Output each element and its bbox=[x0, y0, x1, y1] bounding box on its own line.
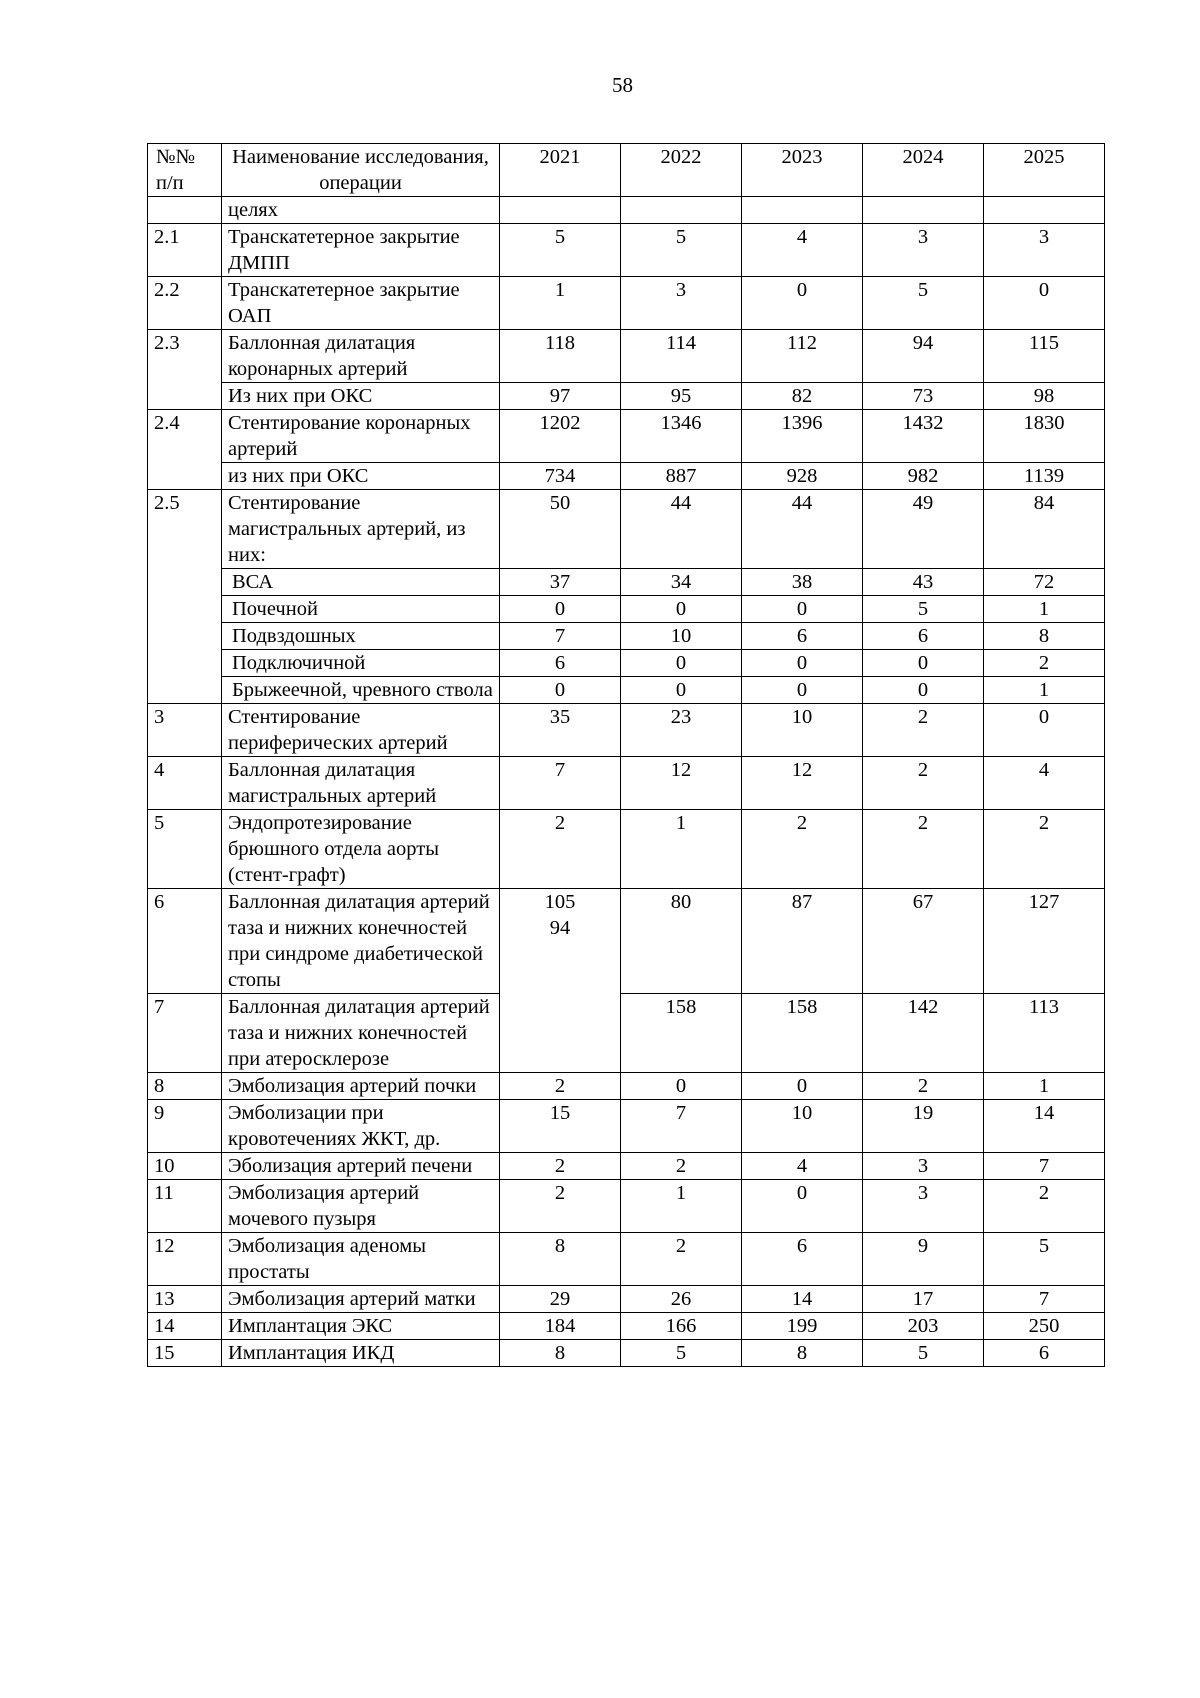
table-row bbox=[148, 1073, 1105, 1100]
row-value: 26 bbox=[621, 1286, 742, 1313]
table-row bbox=[148, 1340, 1105, 1367]
table-row bbox=[148, 889, 1105, 994]
row-value: 2 bbox=[863, 757, 984, 810]
table-subrow bbox=[148, 383, 1105, 410]
row-value: 10 bbox=[742, 704, 863, 757]
row-value: 184 bbox=[500, 1313, 621, 1340]
row-name-text: Подвздошных bbox=[232, 625, 356, 647]
row-name bbox=[222, 623, 500, 650]
row-name: Стентирование периферических артерий bbox=[222, 704, 500, 757]
table-row bbox=[148, 410, 1105, 463]
row-num: 11 bbox=[148, 1180, 222, 1233]
row-name: Баллонная дилатация коронарных артерий bbox=[222, 330, 500, 383]
table-subrow bbox=[148, 677, 1105, 704]
row-value: 0 bbox=[984, 704, 1105, 757]
header-num: №№ п/п bbox=[148, 144, 222, 197]
row-value: 15 bbox=[500, 1100, 621, 1153]
row-name: Баллонная дилатация артерий таза и нижних конечностей при синдроме диабетической стопы bbox=[222, 889, 500, 994]
row-value: 0 bbox=[500, 677, 621, 704]
row-name: Эмболизация артерий мочевого пузыря bbox=[222, 1180, 500, 1233]
row-num: 7 bbox=[148, 994, 222, 1073]
row-value: 105 bbox=[544, 891, 576, 913]
table-header-row bbox=[148, 144, 1105, 197]
row-value: 127 bbox=[984, 889, 1105, 994]
row-value: 0 bbox=[621, 596, 742, 623]
row-value: 166 bbox=[621, 1313, 742, 1340]
table-row bbox=[148, 994, 1105, 1073]
row-value: 203 bbox=[863, 1313, 984, 1340]
row-value: 7 bbox=[621, 1100, 742, 1153]
row-value: 8 bbox=[742, 1340, 863, 1367]
row-value: 44 bbox=[742, 490, 863, 569]
procedures-table bbox=[147, 143, 1105, 1367]
row-name bbox=[222, 677, 500, 704]
row-value: 4 bbox=[742, 1153, 863, 1180]
row-name: Эндопротезирование брюшного отдела аорты (стент-графт) bbox=[222, 810, 500, 889]
row-value: 17 bbox=[863, 1286, 984, 1313]
row-name: Эмболизация артерий матки bbox=[222, 1286, 500, 1313]
row-name-text: Подключичной bbox=[232, 652, 366, 674]
row-name: Транскатетерное закрытие ОАП bbox=[222, 277, 500, 330]
header-year: 2025 bbox=[984, 144, 1105, 197]
row-value: 12 bbox=[742, 757, 863, 810]
row-value: 0 bbox=[742, 596, 863, 623]
row-num: 2.5 bbox=[148, 490, 222, 704]
row-value: 0 bbox=[742, 277, 863, 330]
row-name bbox=[222, 569, 500, 596]
row-value: 158 bbox=[742, 994, 863, 1073]
row-value: 1 bbox=[500, 277, 621, 330]
row-value: 23 bbox=[621, 704, 742, 757]
page-number: 58 bbox=[612, 73, 633, 97]
row-value: 928 bbox=[742, 463, 863, 490]
row-value: 0 bbox=[742, 1073, 863, 1100]
row-value: 8 bbox=[500, 1233, 621, 1286]
row-value: 6 bbox=[742, 623, 863, 650]
row-value: 142 bbox=[863, 994, 984, 1073]
row-value: 72 bbox=[984, 569, 1105, 596]
row-num: 6 bbox=[148, 889, 222, 994]
row-value: 114 bbox=[621, 330, 742, 383]
row-value: 7 bbox=[500, 757, 621, 810]
row-value: 5 bbox=[863, 1340, 984, 1367]
row-value: 35 bbox=[500, 704, 621, 757]
row-value: 1 bbox=[621, 810, 742, 889]
row-value: 2 bbox=[984, 650, 1105, 677]
row-num: 8 bbox=[148, 1073, 222, 1100]
row-value: 6 bbox=[863, 623, 984, 650]
row-value: 7 bbox=[984, 1153, 1105, 1180]
row-value: 158 bbox=[621, 994, 742, 1073]
row-value: 50 bbox=[500, 490, 621, 569]
row-value: 2 bbox=[984, 810, 1105, 889]
row-name: Эмболизация артерий почки bbox=[222, 1073, 500, 1100]
table-row bbox=[148, 704, 1105, 757]
row-value: 5 bbox=[984, 1233, 1105, 1286]
row-value bbox=[863, 197, 984, 224]
row-value: 2 bbox=[984, 1180, 1105, 1233]
row-name: Баллонная дилатация магистральных артерий bbox=[222, 757, 500, 810]
row-value: 2 bbox=[863, 1073, 984, 1100]
row-value: 2 bbox=[863, 810, 984, 889]
row-num: 2.4 bbox=[148, 410, 222, 490]
row-num: 14 bbox=[148, 1313, 222, 1340]
row-value: 3 bbox=[621, 277, 742, 330]
table-row bbox=[148, 224, 1105, 277]
row-value: 94 bbox=[863, 330, 984, 383]
row-value: 2 bbox=[863, 704, 984, 757]
table-subrow bbox=[148, 569, 1105, 596]
row-value: 8 bbox=[500, 1340, 621, 1367]
row-value: 0 bbox=[621, 650, 742, 677]
row-value: 112 bbox=[742, 330, 863, 383]
row-value: 44 bbox=[621, 490, 742, 569]
row-value: 3 bbox=[863, 1153, 984, 1180]
row-value: 3 bbox=[863, 224, 984, 277]
row-num: 13 bbox=[148, 1286, 222, 1313]
row-value: 0 bbox=[500, 596, 621, 623]
row-value: 0 bbox=[742, 677, 863, 704]
row-value: 7 bbox=[500, 623, 621, 650]
row-num: 2.2 bbox=[148, 277, 222, 330]
row-value: 113 bbox=[984, 994, 1105, 1073]
row-name: Имплантация ЭКС bbox=[222, 1313, 500, 1340]
table-row bbox=[148, 1233, 1105, 1286]
row-value: 2 bbox=[500, 810, 621, 889]
row-num: 10 bbox=[148, 1153, 222, 1180]
row-value: 7 bbox=[984, 1286, 1105, 1313]
row-value: 14 bbox=[742, 1286, 863, 1313]
row-value: 1346 bbox=[621, 410, 742, 463]
row-value: 38 bbox=[742, 569, 863, 596]
row-value: 0 bbox=[984, 277, 1105, 330]
row-value: 0 bbox=[863, 650, 984, 677]
row-value: 95 bbox=[621, 383, 742, 410]
row-name: Стентирование коронарных артерий bbox=[222, 410, 500, 463]
row-value: 199 bbox=[742, 1313, 863, 1340]
row-name: Стентирование магистральных артерий, из них: bbox=[222, 490, 500, 569]
header-year: 2022 bbox=[621, 144, 742, 197]
row-value: 12 bbox=[621, 757, 742, 810]
row-name: Имплантация ИКД bbox=[222, 1340, 500, 1367]
table-row bbox=[148, 1286, 1105, 1313]
row-value: 10 bbox=[742, 1100, 863, 1153]
header-year: 2021 bbox=[500, 144, 621, 197]
row-name: целях bbox=[222, 197, 500, 224]
header-year: 2023 bbox=[742, 144, 863, 197]
header-year: 2024 bbox=[863, 144, 984, 197]
row-value: 1432 bbox=[863, 410, 984, 463]
table-subrow bbox=[148, 596, 1105, 623]
row-value: 5 bbox=[500, 224, 621, 277]
row-value: 3 bbox=[863, 1180, 984, 1233]
row-value: 6 bbox=[742, 1233, 863, 1286]
row-value: 94 bbox=[549, 917, 571, 939]
row-value: 9 bbox=[863, 1233, 984, 1286]
row-value: 1202 bbox=[500, 410, 621, 463]
row-value: 4 bbox=[984, 757, 1105, 810]
table-row bbox=[148, 197, 1105, 224]
row-name bbox=[222, 650, 500, 677]
row-value: 0 bbox=[742, 650, 863, 677]
row-value: 82 bbox=[742, 383, 863, 410]
row-value: 80 bbox=[621, 889, 742, 994]
row-name: Эболизация артерий печени bbox=[222, 1153, 500, 1180]
header-name: Наименование исследования, операции bbox=[222, 144, 500, 197]
row-name: Баллонная дилатация артерий таза и нижних конечностей при атеросклерозе bbox=[222, 994, 500, 1073]
row-value: 8 bbox=[984, 623, 1105, 650]
row-value: 1396 bbox=[742, 410, 863, 463]
table-row bbox=[148, 757, 1105, 810]
row-value: 67 bbox=[863, 889, 984, 994]
table-row bbox=[148, 330, 1105, 383]
row-value-merged bbox=[500, 889, 621, 1073]
row-value: 2 bbox=[500, 1073, 621, 1100]
row-value bbox=[742, 197, 863, 224]
row-value: 0 bbox=[863, 677, 984, 704]
row-value: 43 bbox=[863, 569, 984, 596]
row-value: 97 bbox=[500, 383, 621, 410]
row-num: 15 bbox=[148, 1340, 222, 1367]
row-value: 34 bbox=[621, 569, 742, 596]
row-value: 5 bbox=[863, 596, 984, 623]
table-row bbox=[148, 277, 1105, 330]
row-value: 1 bbox=[984, 596, 1105, 623]
row-value: 6 bbox=[500, 650, 621, 677]
row-value: 6 bbox=[984, 1340, 1105, 1367]
row-value: 250 bbox=[984, 1313, 1105, 1340]
row-value: 0 bbox=[621, 1073, 742, 1100]
row-name: Эмболизация аденомы простаты bbox=[222, 1233, 500, 1286]
row-num: 3 bbox=[148, 704, 222, 757]
row-name-text: Брыжеечной, чревного ствола bbox=[232, 679, 493, 701]
row-value: 5 bbox=[621, 224, 742, 277]
row-name-text: ВСА bbox=[232, 571, 274, 593]
table-subrow bbox=[148, 623, 1105, 650]
row-value: 5 bbox=[863, 277, 984, 330]
row-value bbox=[984, 197, 1105, 224]
row-value: 73 bbox=[863, 383, 984, 410]
row-value: 29 bbox=[500, 1286, 621, 1313]
row-value: 2 bbox=[500, 1180, 621, 1233]
row-value: 84 bbox=[984, 490, 1105, 569]
row-num: 12 bbox=[148, 1233, 222, 1286]
table-row bbox=[148, 810, 1105, 889]
row-value: 1139 bbox=[984, 463, 1105, 490]
row-name: Эмболизации при кровотечениях ЖКТ, др. bbox=[222, 1100, 500, 1153]
row-num: 9 bbox=[148, 1100, 222, 1153]
row-value: 14 bbox=[984, 1100, 1105, 1153]
row-value: 10 bbox=[621, 623, 742, 650]
table-row bbox=[148, 1100, 1105, 1153]
row-value: 115 bbox=[984, 330, 1105, 383]
row-value: 1 bbox=[621, 1180, 742, 1233]
row-value: 887 bbox=[621, 463, 742, 490]
row-num: 4 bbox=[148, 757, 222, 810]
row-value: 2 bbox=[500, 1153, 621, 1180]
row-value: 2 bbox=[621, 1233, 742, 1286]
row-value: 19 bbox=[863, 1100, 984, 1153]
row-value: 98 bbox=[984, 383, 1105, 410]
row-num bbox=[148, 197, 222, 224]
row-name: Из них при ОКС bbox=[222, 383, 500, 410]
row-value: 3 bbox=[984, 224, 1105, 277]
row-value: 1 bbox=[984, 1073, 1105, 1100]
row-value: 49 bbox=[863, 490, 984, 569]
table-row bbox=[148, 1313, 1105, 1340]
row-value: 982 bbox=[863, 463, 984, 490]
row-name: Транскатетерное закрытие ДМПП bbox=[222, 224, 500, 277]
row-value: 1830 bbox=[984, 410, 1105, 463]
row-value: 2 bbox=[621, 1153, 742, 1180]
row-value: 0 bbox=[621, 677, 742, 704]
row-value: 87 bbox=[742, 889, 863, 994]
row-value: 0 bbox=[742, 1180, 863, 1233]
row-value: 1 bbox=[984, 677, 1105, 704]
table-subrow bbox=[148, 650, 1105, 677]
row-value: 118 bbox=[500, 330, 621, 383]
table-row bbox=[148, 1153, 1105, 1180]
row-value bbox=[621, 197, 742, 224]
row-num: 5 bbox=[148, 810, 222, 889]
row-value: 2 bbox=[742, 810, 863, 889]
row-value: 37 bbox=[500, 569, 621, 596]
row-num: 2.1 bbox=[148, 224, 222, 277]
row-name bbox=[222, 596, 500, 623]
row-value: 5 bbox=[621, 1340, 742, 1367]
row-name: из них при ОКС bbox=[222, 463, 500, 490]
row-value: 4 bbox=[742, 224, 863, 277]
table-row bbox=[148, 1180, 1105, 1233]
row-num: 2.3 bbox=[148, 330, 222, 410]
row-value: 734 bbox=[500, 463, 621, 490]
row-name-text: Почечной bbox=[232, 598, 318, 620]
table-row bbox=[148, 490, 1105, 569]
table-subrow bbox=[148, 463, 1105, 490]
row-value bbox=[500, 197, 621, 224]
